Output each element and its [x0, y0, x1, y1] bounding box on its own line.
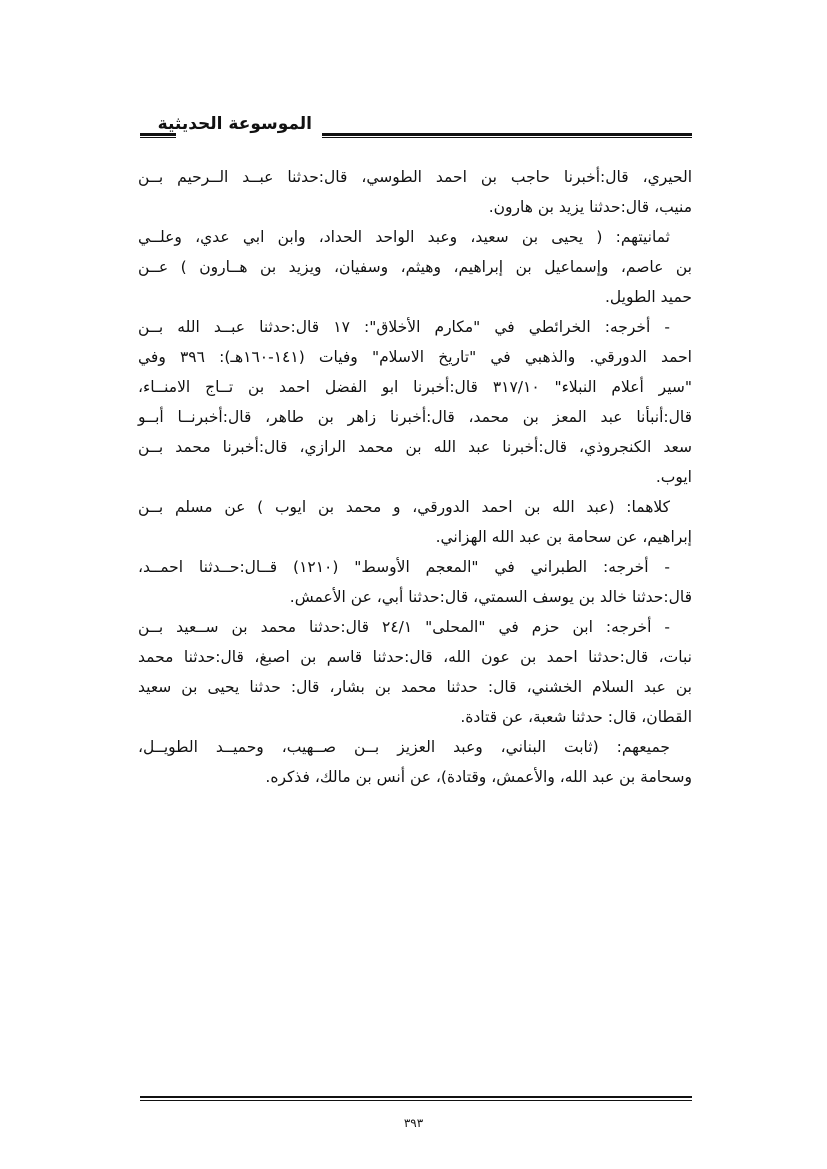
text-line: نبات، قال:حدثنا احمد بن عون الله، قال:حدثنا قاسم بن اصبغ، قال:حدثنا محمد — [138, 648, 692, 666]
text-line: جميعهم: (ثابت البناني، وعبد العزيز بــن صــهيب، وحميــد الطويــل، — [138, 738, 670, 756]
paragraph — [138, 222, 692, 312]
text-line: منيب، قال:حدثنا يزيد بن هارون. — [488, 198, 692, 216]
paragraph — [138, 312, 692, 492]
text-line: إبراهيم، عن سحامة بن عبد الله الهزاني. — [435, 528, 692, 546]
paragraph — [138, 732, 692, 792]
text-line: - أخرجه: الطبراني في "المعجم الأوسط" (١٢١٠) قــال:حــدثنا احمــد، — [138, 558, 670, 576]
text-line: احمد الدورقي. والذهبي في "تاريخ الاسلام" وفيات (١٤١-١٦٠هـ): ٣٩٦ وفي — [138, 348, 692, 366]
header-rule-long — [322, 133, 692, 138]
text-line: بن عاصم، وإسماعيل بن إبراهيم، وهيثم، وسفيان، ويزيد بن هــارون ) عــن — [138, 258, 692, 276]
text-line: القطان، قال: حدثنا شعبة، عن قتادة. — [460, 708, 692, 726]
paragraph — [138, 492, 692, 552]
text-line: "سير أعلام النبلاء" ٣١٧/١٠ قال:أخبرنا ابو الفضل احمد بن تــاج الامنــاء، — [138, 378, 693, 396]
header-rule-short — [140, 133, 176, 138]
text-line: - أخرجه: ابن حزم في "المحلى" ٢٤/١ قال:حدثنا محمد بن ســعيد بــن — [138, 618, 670, 636]
text-line: ثمانيتهم: ( يحيى بن سعيد، وعبد الواحد الحداد، وابن ابي عدي، وعلــي — [138, 228, 670, 246]
text-line: قال:حدثنا خالد بن يوسف السمتي، قال:حدثنا أبي، عن الأعمش. — [289, 588, 692, 606]
text-line: حميد الطويل. — [604, 288, 692, 306]
paragraph — [138, 162, 692, 222]
header-title: الموسوعة الحديثية — [157, 114, 312, 134]
footer-rule — [140, 1096, 692, 1101]
text-line: وسحامة بن عبد الله، والأعمش، وقتادة)، عن أنس بن مالك، فذكره. — [265, 768, 692, 786]
paragraph — [138, 552, 692, 612]
page-header — [140, 112, 692, 142]
text-line: كلاهما: (عبد الله بن احمد الدورقي، و محمد بن ايوب ) عن مسلم بــن — [138, 498, 670, 516]
page-number: ٣٩٣ — [403, 1116, 424, 1130]
text-line: - أخرجه: الخرائطي في "مكارم الأخلاق": ١٧ قال:حدثنا عبــد الله بــن — [138, 318, 670, 336]
text-line: بن عبد السلام الخشني، قال: حدثنا محمد بن بشار، قال: حدثنا يحيى بن سعيد — [138, 678, 692, 696]
text-line: ايوب. — [655, 468, 692, 486]
body-text — [138, 162, 692, 792]
text-line: قال:أنبأنا عبد المعز بن محمد، قال:أخبرنا زاهر بن طاهر، قال:أخبرنــا أبــو — [138, 408, 692, 426]
paragraph — [138, 612, 692, 732]
text-line: سعد الكنجروذي، قال:أخبرنا عبد الله بن محمد الرازي، قال:أخبرنا محمد بــن — [138, 438, 692, 456]
text-line: الحيري، قال:أخبرنا حاجب بن احمد الطوسي، قال:حدثنا عبــد الــرحيم بــن — [138, 168, 692, 186]
